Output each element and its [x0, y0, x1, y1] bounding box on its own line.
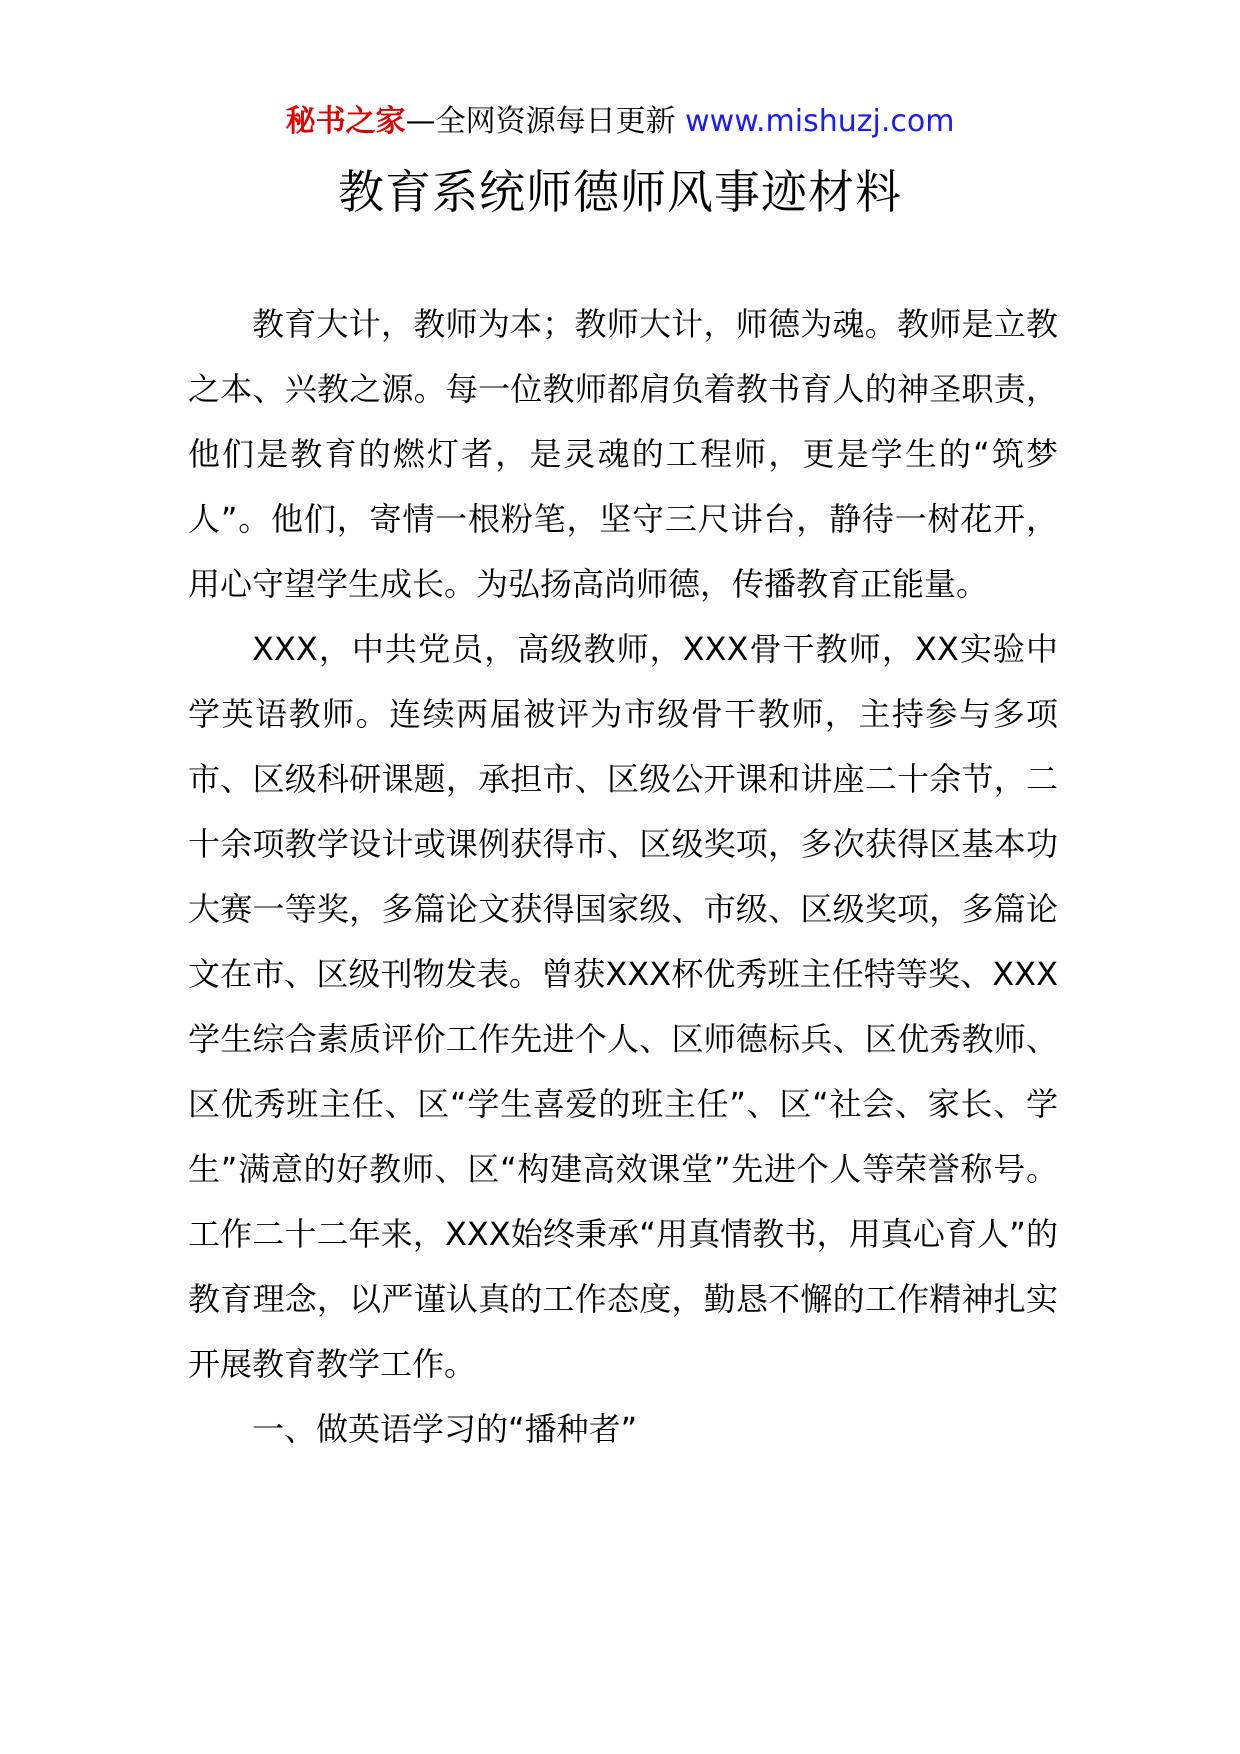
section-heading: 一、做英语学习的“播种者” [252, 1410, 638, 1448]
site-url-link[interactable]: www.mishuzj.com [685, 104, 955, 139]
brand-name: 秘书之家 [285, 104, 406, 139]
document-title: 教育系统师德师风事迹材料 [338, 165, 902, 219]
site-tagline: —全网资源每日更新 [405, 104, 686, 139]
document-body [188, 292, 1058, 1462]
site-header [0, 100, 1240, 144]
paragraph-profile: XXX，中共党员，高级教师，XXX骨干教师，XX实验中学英语教师。连续两届被评为市级骨干教师，主持参与多项市、区级科研课题，承担市、区级公开课和讲座二十余节，二十余项教学设计或课例获得市、区级奖项，多次获得区基本功大赛一等奖，多篇论文获得国家级、市级、区级奖项，多篇论文在市、区级刊物发表。曾获XXX杯优秀班主任特等奖、XXX学生综合素质评价工作先进个人、区师德标兵、区优秀教师、区优秀班主任、区“学生喜爱的班主任”、区“社会、家长、学生”满意的好教师、区“构建高效课堂”先进个人等荣誉称号。工作二十二年来，XXX始终秉承“用真情教书，用真心育人”的教育理念，以严谨认真的工作态度，勤恳不懈的工作精神扎实开展教育教学工作。 [188, 630, 1058, 1383]
paragraph-intro: 教育大计，教师为本；教师大计，师德为魂。教师是立教之本、兴教之源。每一位教师都肩负着教书育人的神圣职责，他们是教育的燃灯者，是灵魂的工程师，更是学生的“筑梦人”。他们，寄情一根粉笔，坚守三尺讲台，静待一树花开，用心守望学生成长。为弘扬高尚师德，传播教育正能量。 [188, 305, 1058, 603]
